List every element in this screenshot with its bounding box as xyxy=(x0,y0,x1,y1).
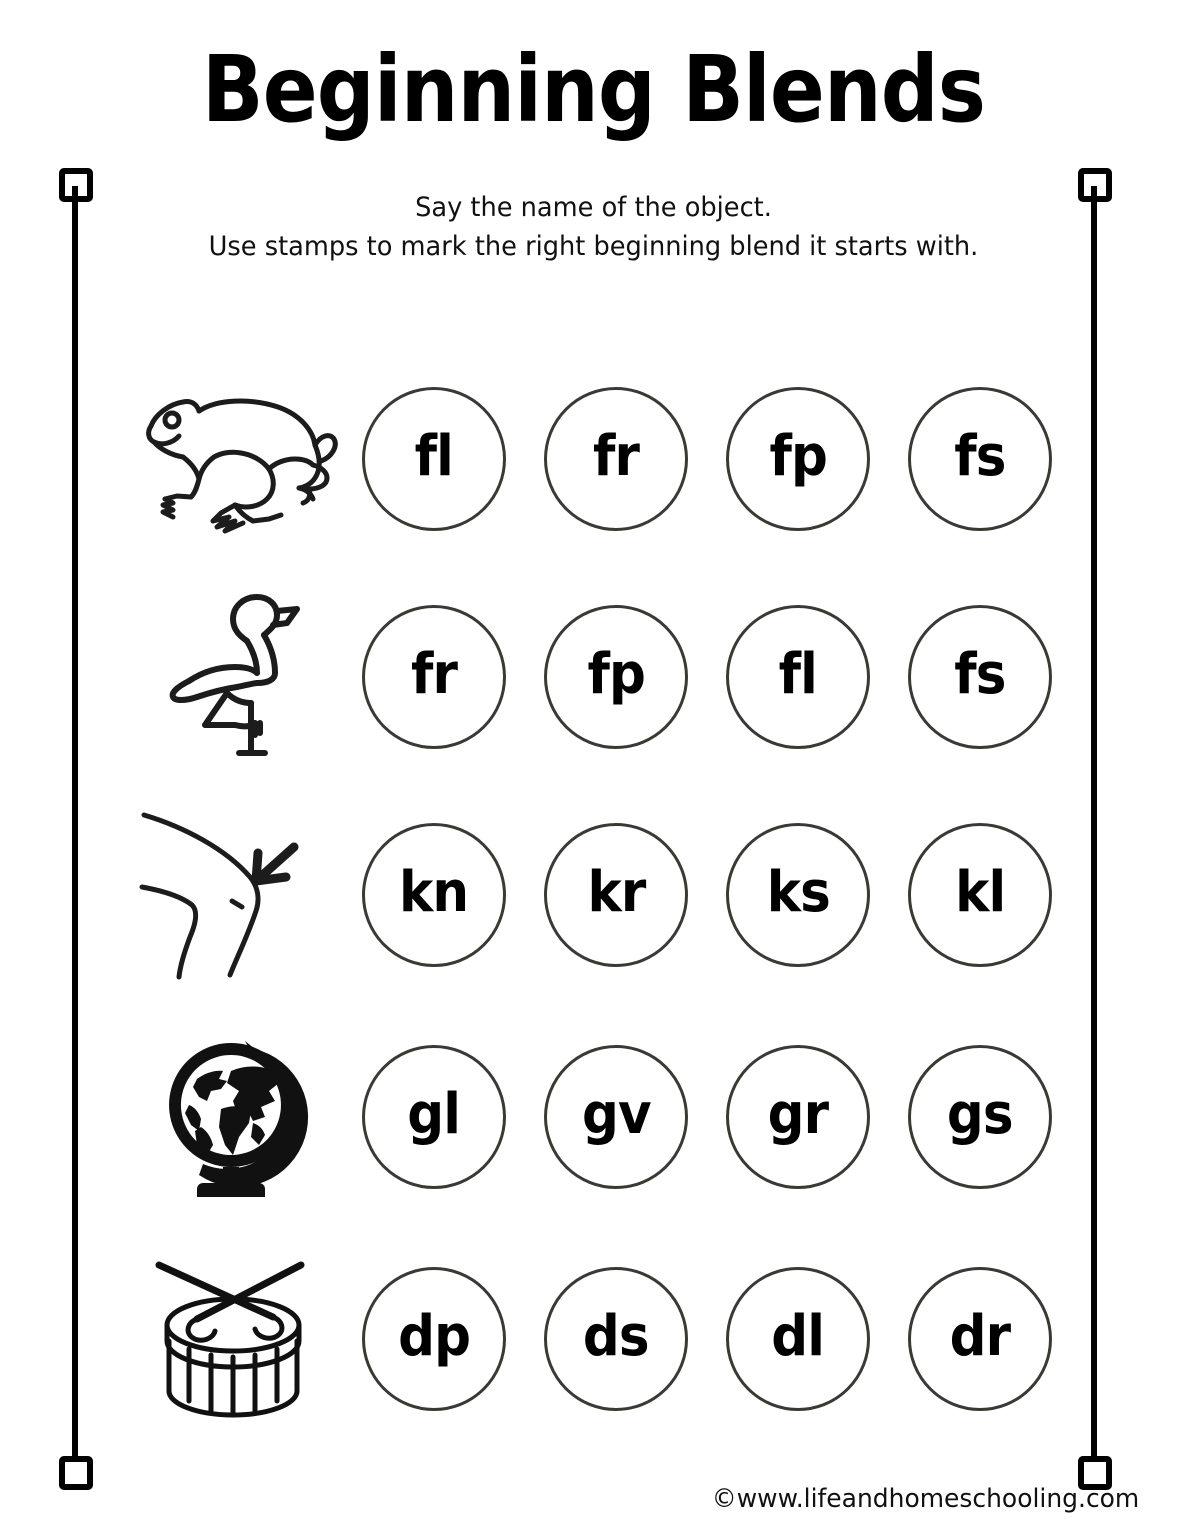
option-bubble[interactable] xyxy=(362,1267,506,1411)
option-bubble[interactable] xyxy=(544,605,688,749)
footer-credit: ©www.lifeandhomeschooling.com xyxy=(711,1484,1139,1514)
globe-icon xyxy=(118,1022,362,1212)
option-bubble[interactable] xyxy=(908,1045,1052,1189)
option-bubble[interactable] xyxy=(908,823,1052,967)
question-row xyxy=(118,350,1078,568)
option-bubble[interactable] xyxy=(362,387,506,531)
option-label: fs xyxy=(954,642,1006,707)
option-bubble-group xyxy=(362,823,1078,967)
option-bubble[interactable] xyxy=(726,1045,870,1189)
frog-icon xyxy=(118,364,362,554)
question-row xyxy=(118,786,1078,1004)
option-bubble[interactable] xyxy=(908,1267,1052,1411)
option-label: gs xyxy=(947,1082,1013,1147)
knee-icon xyxy=(118,800,362,990)
instructions xyxy=(30,188,1158,266)
option-bubble[interactable] xyxy=(362,605,506,749)
option-label: kn xyxy=(399,860,469,925)
option-bubble-group xyxy=(362,605,1078,749)
option-bubble[interactable] xyxy=(544,387,688,531)
drum-icon xyxy=(118,1244,362,1434)
rail-line-left xyxy=(72,186,78,1472)
option-bubble[interactable] xyxy=(726,823,870,967)
question-row xyxy=(118,1004,1078,1230)
option-bubble[interactable] xyxy=(726,1267,870,1411)
option-label: gv xyxy=(581,1082,651,1147)
left-border-rail xyxy=(59,168,89,1490)
option-label: fr xyxy=(410,642,457,707)
rail-square-cap-bottom-left xyxy=(59,1456,93,1490)
option-bubble-group xyxy=(362,387,1078,531)
option-label: fp xyxy=(769,424,827,489)
instruction-line-2: Use stamps to mark the right beginning blend it starts with. xyxy=(208,231,979,263)
option-bubble-group xyxy=(362,1045,1078,1189)
option-label: kl xyxy=(954,860,1006,925)
instruction-line-1: Say the name of the object. xyxy=(415,192,772,223)
page-title: Beginning Blends xyxy=(201,36,986,143)
option-bubble[interactable] xyxy=(362,823,506,967)
option-bubble[interactable] xyxy=(726,605,870,749)
question-grid xyxy=(118,350,1078,1448)
option-bubble[interactable] xyxy=(544,1267,688,1411)
option-bubble[interactable] xyxy=(544,1045,688,1189)
option-label: dr xyxy=(949,1304,1011,1369)
right-border-rail xyxy=(1078,168,1108,1490)
option-label: fs xyxy=(954,424,1006,489)
option-label: ks xyxy=(766,860,830,925)
option-label: fp xyxy=(587,642,645,707)
option-label: fl xyxy=(414,424,454,489)
option-bubble[interactable] xyxy=(908,387,1052,531)
option-label: dp xyxy=(398,1304,470,1369)
question-row xyxy=(118,568,1078,786)
option-bubble[interactable] xyxy=(908,605,1052,749)
question-row xyxy=(118,1230,1078,1448)
option-label: gl xyxy=(407,1082,461,1147)
option-label: kr xyxy=(587,860,645,925)
rail-line-right xyxy=(1091,186,1097,1472)
option-bubble-group xyxy=(362,1267,1078,1411)
flamingo-icon xyxy=(118,582,362,772)
option-label: gr xyxy=(767,1082,829,1147)
option-bubble[interactable] xyxy=(362,1045,506,1189)
option-label: ds xyxy=(583,1304,649,1369)
option-label: dl xyxy=(771,1304,825,1369)
option-bubble[interactable] xyxy=(544,823,688,967)
option-bubble[interactable] xyxy=(726,387,870,531)
option-label: fr xyxy=(592,424,639,489)
option-label: fl xyxy=(778,642,818,707)
